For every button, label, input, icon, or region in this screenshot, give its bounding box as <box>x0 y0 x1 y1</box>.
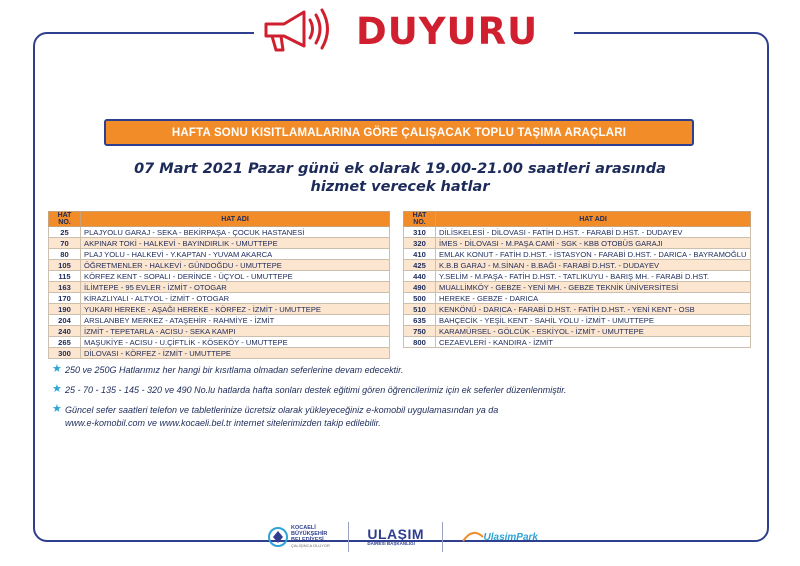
route-name: İZMİT - TEPETARLA - ACISU - SEKA KAMPI <box>81 326 390 337</box>
route-name: HEREKE - GEBZE - DARICA <box>436 293 751 304</box>
table-row <box>49 227 390 238</box>
kb-slogan: ÇALIŞINCA OLUYOR <box>291 543 330 548</box>
kocaeli-logo <box>268 525 330 549</box>
column-header-name: HAT ADI <box>436 212 751 227</box>
note-text: Güncel sefer saatleri telefon ve tabletlerinize ücretsiz olarak yükleyeceğiniz e-komobil uygulamasından ya da <box>65 405 499 415</box>
route-name: PLAJYOLU GARAJ - SEKA - BEKİRPAŞA - ÇOCUK HASTANESİ <box>81 227 390 238</box>
kb-line-1: KOCAELİ <box>291 525 316 531</box>
table-row <box>404 282 751 293</box>
route-number: 240 <box>49 326 81 337</box>
routes-table-right <box>403 211 751 348</box>
table-row <box>404 249 751 260</box>
route-name: İMES - DİLOVASI - M.PAŞA CAMİ - SGK - KBB OTOBÜS GARAJI <box>436 238 751 249</box>
subtitle-line-1: 07 Mart 2021 Pazar günü ek olarak 19.00-21.00 saatleri arasında <box>134 161 666 177</box>
route-name: İLİMTEPE - 95 EVLER - İZMİT - OTOGAR <box>81 282 390 293</box>
route-number: 80 <box>49 249 81 260</box>
note-text: 25 - 70 - 135 - 145 - 320 ve 490 No.lu hatlarda hafta sonları destek eğitimi gören öğrencilerimiz için ek seferler düzenlenmiştir. <box>65 385 567 395</box>
route-number: 170 <box>49 293 81 304</box>
table-row <box>404 337 751 348</box>
route-number: 635 <box>404 315 436 326</box>
subtitle-line-2: hizmet verecek hatlar <box>310 179 490 195</box>
table-row <box>404 271 751 282</box>
table-row <box>404 326 751 337</box>
table-row <box>49 260 390 271</box>
column-header-no: HAT NO. <box>49 212 81 227</box>
route-name: EMLAK KONUT - FATİH D.HST. - İSTASYON - FARABİ D.HST. - DARICA - BAYRAMOĞLU <box>436 249 751 260</box>
divider <box>348 522 349 552</box>
route-number: 490 <box>404 282 436 293</box>
route-name: ÖĞRETMENLER - HALKEVİ - GÜNDOĞDU - UMUTTEPE <box>81 260 390 271</box>
ulasimpark-swoosh-icon <box>462 530 484 544</box>
table-row <box>49 282 390 293</box>
route-number: 300 <box>49 348 81 359</box>
route-name: MUALLİMKÖY - GEBZE - YENİ MH. - GEBZE TEKNİK ÜNİVERSİTESİ <box>436 282 751 293</box>
table-row <box>404 238 751 249</box>
table-row <box>49 315 390 326</box>
routes-table-left <box>48 211 390 359</box>
note-item <box>52 364 712 377</box>
route-name: KÖRFEZ KENT - SOPALI - DERİNCE - ÜÇYOL - UMUTTEPE <box>81 271 390 282</box>
route-name: YUKARI HEREKE - AŞAĞI HEREKE - KÖRFEZ - İZMİT - UMUTTEPE <box>81 304 390 315</box>
route-name: MAŞUKİYE - ACISU - U.ÇİFTLİK - KÖSEKÖY - UMUTTEPE <box>81 337 390 348</box>
route-name: BAHÇECİK - YEŞİL KENT - SAHİL YOLU - İZMİT - UMUTTEPE <box>436 315 751 326</box>
table-row <box>404 293 751 304</box>
megaphone-icon <box>254 0 334 60</box>
kocaeli-emblem-icon <box>268 525 288 549</box>
note-item <box>52 384 712 397</box>
note-text: www.e-komobil.com ve www.kocaeli.bel.tr internet sitelerimizden takip edilebilir. <box>65 418 381 428</box>
divider <box>442 522 443 552</box>
star-icon: ★ <box>52 363 62 375</box>
table-row <box>49 238 390 249</box>
route-number: 265 <box>49 337 81 348</box>
header <box>254 0 574 60</box>
ulasimpark-logo <box>462 530 538 544</box>
kb-line-3: BELEDİYESİ <box>291 537 324 543</box>
table-row <box>404 304 751 315</box>
route-number: 510 <box>404 304 436 315</box>
table-row <box>49 348 390 359</box>
star-icon: ★ <box>52 383 62 395</box>
route-name: CEZAEVLERİ - KANDIRA - İZMİT <box>436 337 751 348</box>
schedule-subtitle <box>110 160 690 196</box>
route-number: 204 <box>49 315 81 326</box>
column-header-no: HAT NO. <box>404 212 436 227</box>
note-item <box>52 404 712 430</box>
table-row <box>404 315 751 326</box>
kb-line-2: BÜYÜKŞEHİR <box>291 531 328 537</box>
route-number: 163 <box>49 282 81 293</box>
column-header-name: HAT ADI <box>81 212 390 227</box>
note-text: 250 ve 250G Hatlarımız her hangi bir kısıtlama olmadan seferlerine devam edecektir. <box>65 365 404 375</box>
route-number: 800 <box>404 337 436 348</box>
route-number: 190 <box>49 304 81 315</box>
notes-section <box>52 364 712 437</box>
page-title: DUYURU <box>356 9 539 53</box>
ulasimpark-text: UlasimPark <box>483 531 538 543</box>
ulasim-title: ULAŞIM <box>367 526 425 542</box>
route-name: KİRAZLIYALI - ALTYOL - İZMİT - OTOGAR <box>81 293 390 304</box>
star-icon: ★ <box>52 403 62 415</box>
route-number: 440 <box>404 271 436 282</box>
route-number: 320 <box>404 238 436 249</box>
table-row <box>49 304 390 315</box>
route-number: 115 <box>49 271 81 282</box>
route-name: ARSLANBEY MERKEZ - ATAŞEHİR - RAHMİYE - İZMİT <box>81 315 390 326</box>
table-row <box>404 260 751 271</box>
route-number: 25 <box>49 227 81 238</box>
footer-logos <box>268 517 538 557</box>
route-number: 410 <box>404 249 436 260</box>
table-row <box>404 227 751 238</box>
route-number: 70 <box>49 238 81 249</box>
table-row <box>49 293 390 304</box>
table-row <box>49 249 390 260</box>
route-number: 425 <box>404 260 436 271</box>
route-name: K.B.B GARAJ - M.SİNAN - B.BAĞI - FARABİ D.HST. - DUDAYEV <box>436 260 751 271</box>
route-name: KARAMÜRSEL - GÖLCÜK - ESKİYOL - İZMİT - UMUTTEPE <box>436 326 751 337</box>
route-name: DİLOVASI - KÖRFEZ - İZMİT - UMUTTEPE <box>81 348 390 359</box>
restriction-banner: HAFTA SONU KISITLAMALARINA GÖRE ÇALIŞACAK TOPLU TAŞIMA ARAÇLARI <box>104 119 694 146</box>
route-name: AKPINAR TOKİ - HALKEVİ - BAYINDIRLIK - UMUTTEPE <box>81 238 390 249</box>
ulasim-subtitle: DAİRESİ BAŞKANLIĞI <box>367 541 415 546</box>
table-row <box>49 271 390 282</box>
table-row <box>49 326 390 337</box>
route-name: PLAJ YOLU - HALKEVİ - Y.KAPTAN - YUVAM AKARCA <box>81 249 390 260</box>
route-name: KENKÖNÜ - DARICA - FARABİ D.HST. - FATİH D.HST. - YENİ KENT - OSB <box>436 304 751 315</box>
route-name: DİLİSKELESİ - DİLOVASI - FATİH D.HST. - FARABİ D.HST. - DUDAYEV <box>436 227 751 238</box>
ulasim-logo <box>367 527 424 547</box>
route-number: 310 <box>404 227 436 238</box>
route-number: 105 <box>49 260 81 271</box>
table-row <box>49 337 390 348</box>
route-number: 750 <box>404 326 436 337</box>
route-name: Y.SELİM - M.PAŞA - FATİH D.HST. - TATLIKUYU - BARIŞ MH. - FARABİ D.HST. <box>436 271 751 282</box>
route-number: 500 <box>404 293 436 304</box>
